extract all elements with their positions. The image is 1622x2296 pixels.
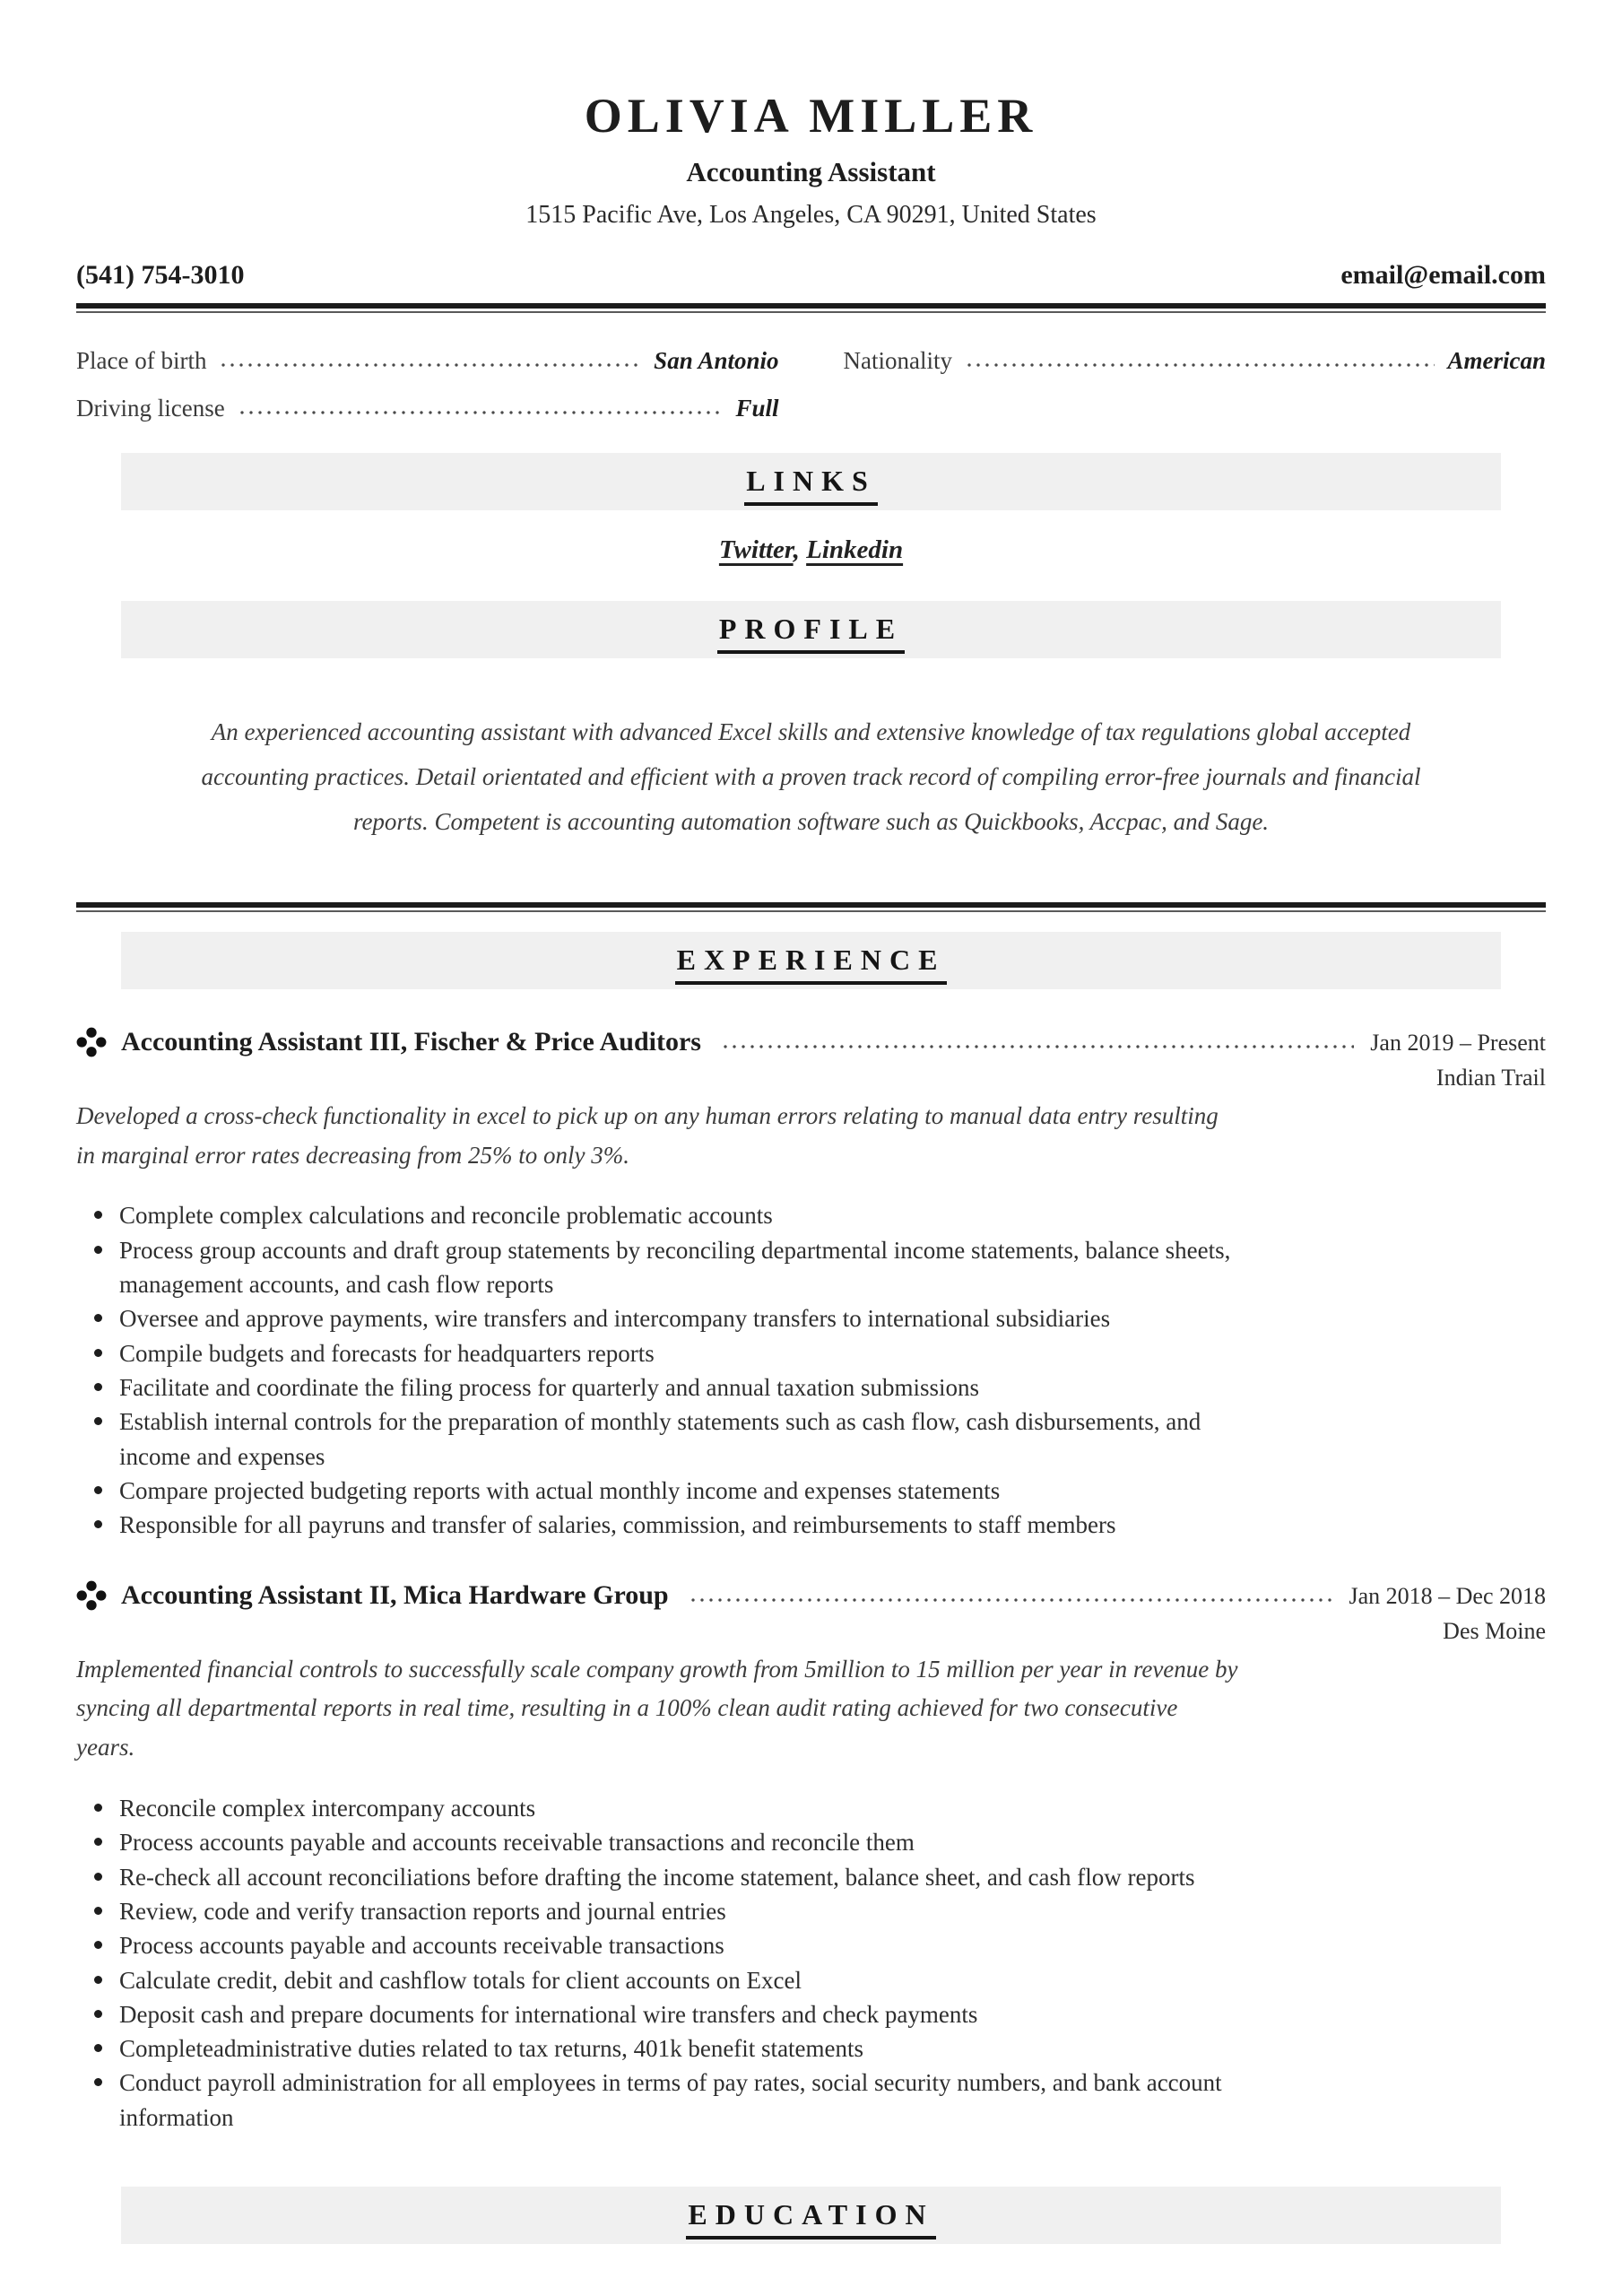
address: 1515 Pacific Ave, Los Angeles, CA 90291, United States bbox=[525, 201, 1097, 230]
divider-thick-line bbox=[76, 303, 1546, 309]
links-row bbox=[76, 535, 1546, 565]
bullet-item: Deposit cash and prepare documents for international wire transfers and check payments bbox=[76, 1997, 1242, 2031]
personal-details bbox=[76, 347, 1546, 422]
detail-place-of-birth bbox=[76, 347, 779, 375]
dotted-leader bbox=[238, 411, 724, 414]
bullet-item: Facilitate and coordinate the filing process for quarterly and annual taxation submissions bbox=[76, 1370, 1242, 1405]
job-dates: Jan 2018 – Dec 2018 bbox=[1349, 1582, 1546, 1609]
job-bullet-list bbox=[76, 1198, 1242, 1542]
email-address: email@email.com bbox=[1340, 260, 1546, 291]
bullet-item: Compare projected budgeting reports with actual monthly income and expenses statements bbox=[76, 1474, 1242, 1508]
job-summary: Implemented financial controls to successfully scale company growth from 5million to 15 million per year in revenue by syncing all departmental reports in real time, resulting in a 100% clean audit rating achieved for two consecutive years. bbox=[76, 1655, 1238, 1761]
detail-nationality bbox=[844, 347, 1547, 375]
detail-label: Nationality bbox=[843, 347, 952, 375]
job-summary: Developed a cross-check functionality in excel to pick up on any human errors relating to manual data entry resulting in marginal error rates decreasing from 25% to only 3%. bbox=[76, 1101, 1219, 1169]
bullet-item: Completeadministrative duties related to tax returns, 401k benefit statements bbox=[76, 2031, 1242, 2066]
job-entry bbox=[76, 1580, 1546, 2135]
profile-heading: PROFILE bbox=[717, 611, 905, 654]
detail-value: San Antonio bbox=[654, 347, 779, 375]
bullet-item: Responsible for all payruns and transfer of salaries, commission, and reimbursements to staff members bbox=[76, 1508, 1242, 1542]
job-location: Indian Trail bbox=[1436, 1064, 1546, 1091]
dotted-leader bbox=[219, 363, 641, 367]
job-dates: Jan 2019 – Present bbox=[1370, 1029, 1546, 1056]
detail-value: American bbox=[1447, 347, 1546, 375]
detail-driving-license bbox=[76, 395, 779, 422]
job-entry bbox=[76, 1027, 1546, 1543]
profile-text: An experienced accounting assistant with advanced Excel skills and extensive knowledge of tax regulations global accepted accounting practices. Detail orientated and efficient with a proven track record of compiling error-free journals and financial reports. Competent is accounting automation software such as Quickbooks, Accpac, and Sage. bbox=[201, 718, 1421, 835]
job-bullet-list bbox=[76, 1791, 1242, 2135]
divider-thin-line bbox=[76, 910, 1546, 912]
experience-heading: EXPERIENCE bbox=[675, 942, 948, 985]
experience-section-banner bbox=[121, 932, 1501, 989]
bullet-item: Process group accounts and draft group statements by reconciling departmental income statements, balance sheets, management accounts, and cash flow reports bbox=[76, 1233, 1242, 1302]
bullet-item: Establish internal controls for the preparation of monthly statements such as cash flow, cash disbursements, and income and expenses bbox=[76, 1405, 1242, 1474]
dotted-leader bbox=[965, 363, 1436, 367]
candidate-job-title: Accounting Assistant bbox=[686, 156, 936, 188]
bullet-item: Review, code and verify transaction reports and journal entries bbox=[76, 1894, 1242, 1928]
links-section-banner bbox=[121, 453, 1501, 510]
dotted-leader bbox=[689, 1598, 1333, 1602]
links-heading: LINKS bbox=[744, 463, 878, 506]
job-header bbox=[76, 1027, 1546, 1057]
bullet-item: Reconcile complex intercompany accounts bbox=[76, 1791, 1242, 1825]
bullet-item: Oversee and approve payments, wire transfers and intercompany transfers to international subsidiaries bbox=[76, 1301, 1242, 1335]
job-title: Accounting Assistant III, Fischer & Price Auditors bbox=[121, 1026, 701, 1057]
linkedin-link[interactable]: Linkedin bbox=[806, 535, 904, 565]
links-separator: , bbox=[793, 535, 807, 565]
bullet-item: Complete complex calculations and reconcile problematic accounts bbox=[76, 1198, 1242, 1232]
detail-label: Driving license bbox=[76, 395, 225, 422]
contact-row bbox=[76, 260, 1546, 291]
divider-thin-line bbox=[76, 311, 1546, 313]
header-divider bbox=[76, 303, 1546, 313]
section-divider bbox=[76, 902, 1546, 912]
quatrefoil-icon bbox=[76, 1580, 107, 1611]
divider-thick-line bbox=[76, 902, 1546, 908]
phone-number: (541) 754-3010 bbox=[76, 260, 245, 291]
bullet-item: Process accounts payable and accounts receivable transactions bbox=[76, 1928, 1242, 1962]
bullet-item: Re-check all account reconciliations before drafting the income statement, balance sheet, and cash flow reports bbox=[76, 1860, 1242, 1894]
education-section-banner bbox=[121, 2187, 1501, 2244]
quatrefoil-icon bbox=[76, 1027, 107, 1057]
bullet-item: Calculate credit, debit and cashflow totals for client accounts on Excel bbox=[76, 1963, 1242, 1997]
bullet-item: Process accounts payable and accounts receivable transactions and reconcile them bbox=[76, 1825, 1242, 1859]
dotted-leader bbox=[721, 1045, 1354, 1048]
education-heading: EDUCATION bbox=[686, 2196, 935, 2239]
profile-section-banner bbox=[121, 601, 1501, 658]
bullet-item: Compile budgets and forecasts for headquarters reports bbox=[76, 1336, 1242, 1370]
detail-value: Full bbox=[735, 395, 779, 422]
job-location: Des Moine bbox=[1443, 1617, 1546, 1644]
job-header bbox=[76, 1580, 1546, 1611]
twitter-link[interactable]: Twitter bbox=[718, 535, 794, 565]
detail-label: Place of birth bbox=[76, 347, 207, 375]
bullet-item: Conduct payroll administration for all employees in terms of pay rates, social security numbers, and bank account information bbox=[76, 2066, 1242, 2135]
job-title: Accounting Assistant II, Mica Hardware Group bbox=[121, 1579, 669, 1610]
candidate-name: OLIVIA MILLER bbox=[584, 89, 1038, 143]
